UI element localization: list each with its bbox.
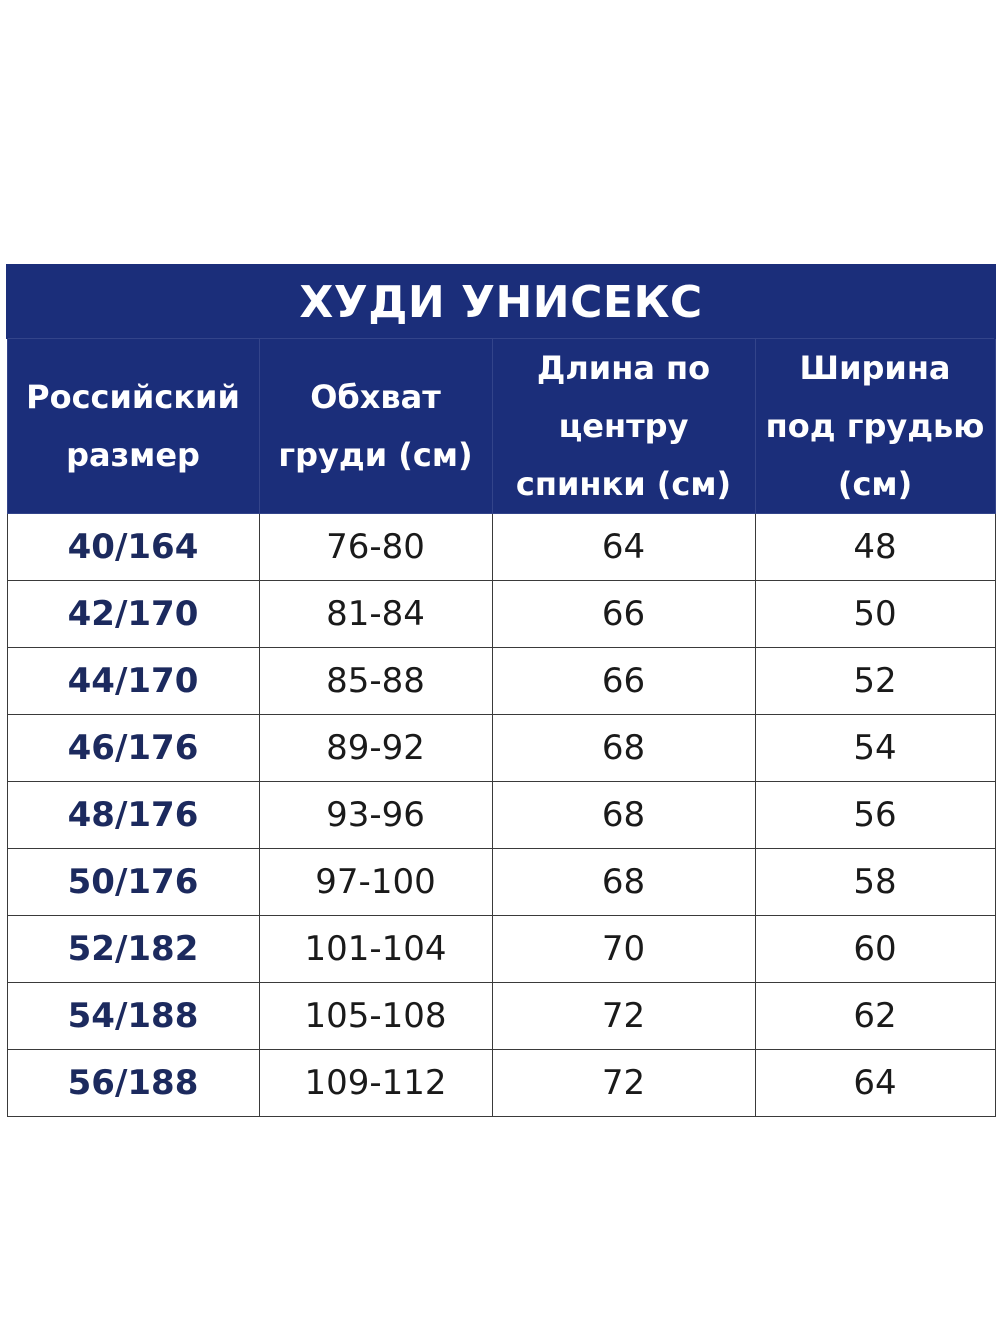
header-underbust-width: [755, 339, 995, 514]
header-row: [7, 339, 995, 514]
cell-width: 56: [755, 782, 995, 849]
cell-length: 66: [492, 581, 755, 648]
cell-size: 42/170: [7, 581, 259, 648]
cell-chest: 89-92: [259, 715, 492, 782]
cell-size: 44/170: [7, 648, 259, 715]
cell-length: 70: [492, 916, 755, 983]
size-chart-table: [6, 264, 996, 1117]
header-line: Длина по: [536, 349, 711, 387]
cell-chest: 97-100: [259, 849, 492, 916]
cell-width: 50: [755, 581, 995, 648]
cell-width: 64: [755, 1050, 995, 1117]
cell-size: 48/176: [7, 782, 259, 849]
table-row: [7, 849, 995, 916]
header-line: груди (см): [278, 436, 473, 474]
cell-length: 68: [492, 782, 755, 849]
header-line: под грудью: [765, 407, 985, 445]
cell-chest: 101-104: [259, 916, 492, 983]
cell-size: 52/182: [7, 916, 259, 983]
header-line: Ширина: [799, 349, 951, 387]
cell-chest: 105-108: [259, 983, 492, 1050]
cell-length: 68: [492, 715, 755, 782]
header-line: центру: [558, 407, 689, 445]
cell-size: 40/164: [7, 514, 259, 581]
header-russian-size: [7, 339, 259, 514]
header-line: спинки (см): [515, 465, 732, 503]
cell-length: 64: [492, 514, 755, 581]
cell-chest: 85-88: [259, 648, 492, 715]
cell-length: 66: [492, 648, 755, 715]
table-row: [7, 648, 995, 715]
cell-chest: 109-112: [259, 1050, 492, 1117]
cell-size: 56/188: [7, 1050, 259, 1117]
cell-size: 54/188: [7, 983, 259, 1050]
cell-chest: 81-84: [259, 581, 492, 648]
cell-width: 62: [755, 983, 995, 1050]
cell-width: 58: [755, 849, 995, 916]
header-back-length: [492, 339, 755, 514]
cell-size: 50/176: [7, 849, 259, 916]
table-title: ХУДИ УНИСЕКС: [7, 265, 995, 339]
table-row: [7, 514, 995, 581]
cell-length: 72: [492, 983, 755, 1050]
cell-chest: 76-80: [259, 514, 492, 581]
header-line: размер: [66, 436, 200, 474]
cell-width: 54: [755, 715, 995, 782]
cell-width: 60: [755, 916, 995, 983]
cell-length: 68: [492, 849, 755, 916]
table-row: [7, 1050, 995, 1117]
cell-width: 52: [755, 648, 995, 715]
table-row: [7, 581, 995, 648]
header-line: Обхват: [310, 378, 441, 416]
title-row: [7, 265, 995, 339]
table-row: [7, 916, 995, 983]
cell-chest: 93-96: [259, 782, 492, 849]
table-row: [7, 983, 995, 1050]
header-chest-girth: [259, 339, 492, 514]
cell-width: 48: [755, 514, 995, 581]
header-line: Российский: [26, 378, 240, 416]
table-row: [7, 715, 995, 782]
header-line: (см): [837, 465, 913, 503]
cell-length: 72: [492, 1050, 755, 1117]
table-row: [7, 782, 995, 849]
cell-size: 46/176: [7, 715, 259, 782]
